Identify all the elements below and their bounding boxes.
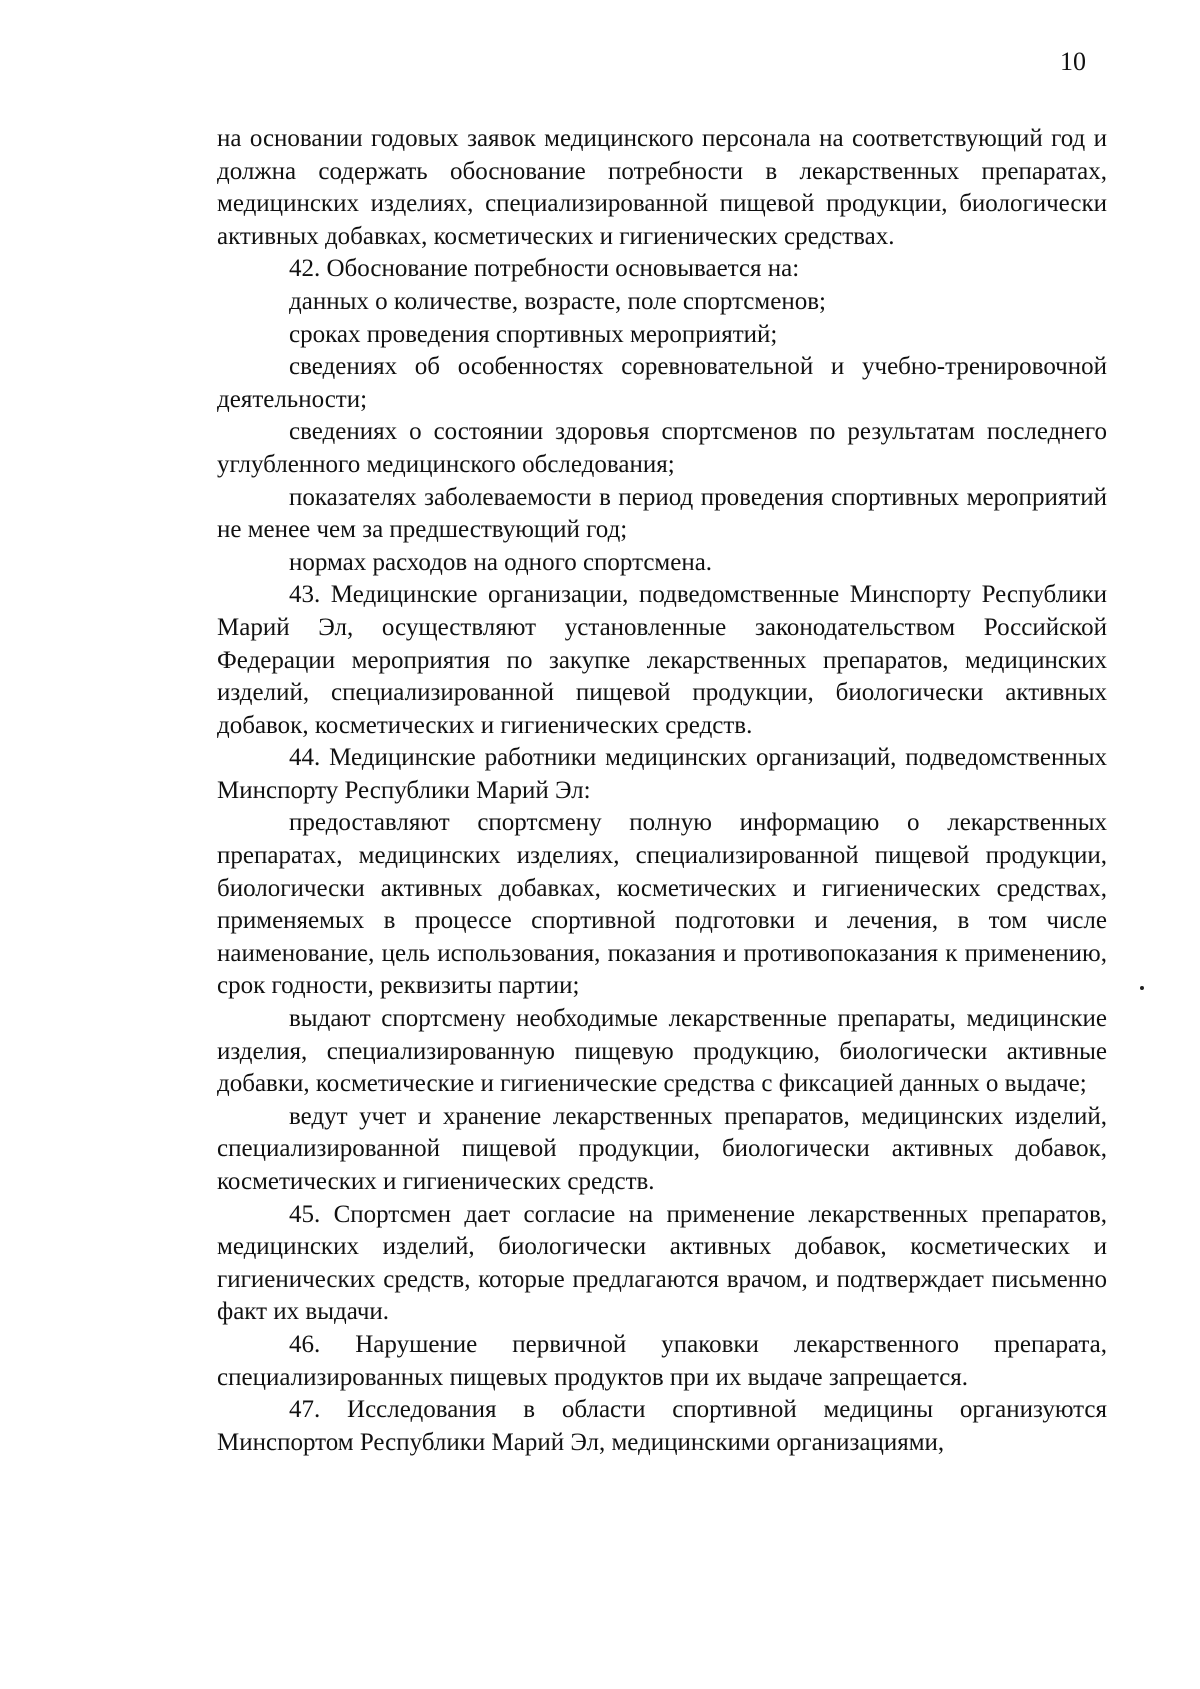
paragraph-43: 43. Медицинские организации, подведомственные Минспорту Республики Марий Эл, осуществляют установленные законодательством Российской Федерации мероприятия по закупке лекарственных препаратов, медицинских изделий, специализированной пищевой продукции, биологически активных добавок, косметических и гигиенических средств. bbox=[217, 581, 1107, 739]
scan-speck bbox=[1140, 986, 1144, 990]
paragraph-42-item-4: сведениях о состоянии здоровья спортсменов по результатам последнего углубленного медицинского обследования; bbox=[217, 418, 1107, 478]
paragraph-47: 47. Исследования в области спортивной медицины организуются Минспортом Республики Марий Эл, медицинскими организациями, bbox=[217, 1396, 1107, 1456]
paragraph-continuation: на основании годовых заявок медицинского персонала на соответствующий год и должна содержать обоснование потребности в лекарственных препаратах, медицинских изделиях, специализированной пищевой продукции, биологически активных добавках, косметических и гигиенических средствах. bbox=[217, 125, 1107, 250]
paragraph-44-item-1: предоставляют спортсмену полную информацию о лекарственных препаратах, медицинских изделиях, специализированной пищевой продукции, биологически активных добавках, косметических и гигиенических средствах, применяемых в процессе спортивной подготовки и лечения, в том числе наименование, цель использования, показания и противопоказания к применению, срок годности, реквизиты партии; bbox=[217, 809, 1107, 1000]
paragraph-42-item-6: нормах расходов на одного спортсмена. bbox=[289, 548, 713, 576]
paragraph-42-item-5: показателях заболеваемости в период проведения спортивных мероприятий не менее чем за предшествующий год; bbox=[217, 483, 1107, 544]
paragraph-42-heading: 42. Обоснование потребности основывается на: bbox=[289, 255, 800, 283]
paragraph-42-item-3: сведениях об особенностях соревновательной и учебно-тренировочной деятельности; bbox=[217, 353, 1107, 413]
paragraph-42-item-1: данных о количестве, возрасте, поле спортсменов; bbox=[289, 287, 826, 315]
paragraph-44-item-2: выдают спортсмену необходимые лекарственные препараты, медицинские изделия, специализированную пищевую продукцию, биологически активные добавки, косметические и гигиенические средства с фиксацией данных о выдаче; bbox=[217, 1005, 1107, 1098]
paragraph-44-heading: 44. Медицинские работники медицинских организаций, подведомственных Минспорту Республики Марий Эл: bbox=[217, 744, 1107, 804]
document-body bbox=[217, 123, 1107, 1459]
paragraph-42-item-2: сроках проведения спортивных мероприятий; bbox=[289, 320, 778, 348]
page-number: 10 bbox=[1060, 47, 1086, 76]
paragraph-45: 45. Спортсмен дает согласие на применение лекарственных препаратов, медицинских изделий, биологически активных добавок, косметических и гигиенических средств, которые предлагаются врачом, и подтверждает письменно факт их выдачи. bbox=[217, 1200, 1107, 1326]
paragraph-46: 46. Нарушение первичной упаковки лекарственного препарата, специализированных пищевых продуктов при их выдаче запрещается. bbox=[217, 1330, 1107, 1391]
paragraph-44-item-3: ведут учет и хранение лекарственных препаратов, медицинских изделий, специализированной пищевой продукции, биологически активных добавок, косметических и гигиенических средств. bbox=[217, 1102, 1107, 1195]
